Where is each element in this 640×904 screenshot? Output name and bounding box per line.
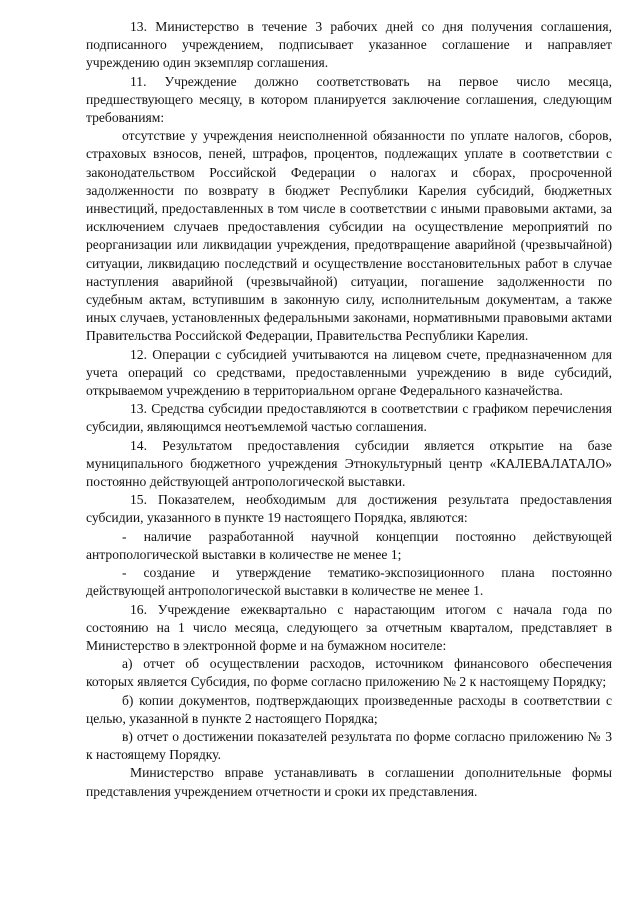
paragraph-11-requirements: 11. Учреждение должно соответствовать на первое число месяца, предшествующего месяцу, в котором планируется заключение соглашения, следующим требованиям: (86, 73, 612, 126)
list-item-plan: - создание и утверждение тематико-экспозиционного плана постоянно действующей антропологической выставки в количестве не менее 1. (86, 565, 612, 599)
paragraph-15-indicator: 15. Показателем, необходимым для достижения результата предоставления субсидии, указанного в пункте 19 настоящего Порядка, являются: (86, 492, 612, 526)
paragraph-13-schedule: 13. Средства субсидии предоставляются в соответствии с графиком перечисления субсидии, являющимся неотъемлемой частью соглашения. (86, 401, 612, 435)
paragraph-14-result: 14. Результатом предоставления субсидии является открытие на базе муниципального бюджетного учреждения Этнокультурный центр «КАЛЕВАЛАТАЛО» постоянно действующей антропологической выставки. (86, 437, 612, 490)
paragraph-additional-forms: Министерство вправе устанавливать в соглашении дополнительные формы представления учреждением отчетности и сроки их представления. (86, 765, 612, 799)
list-item-c: в) отчет о достижении показателей результата по форме согласно приложению № 3 к настоящему Порядку. (86, 728, 612, 763)
list-item-a: а) отчет об осуществлении расходов, источником финансового обеспечения которых является Субсидия, по форме согласно приложению № 2 к настоящему Порядку; (86, 656, 612, 690)
paragraph-12-operations: 12. Операции с субсидией учитываются на лицевом счете, предназначенном для учета операций со средствами, предоставленными учреждению в виде субсидий, открываемом учреждению в территориальном органе Федерального казначейства. (86, 346, 612, 399)
paragraph-16-reporting: 16. Учреждение ежеквартально с нарастающим итогом с начала года по состоянию на 1 число месяца, следующего за отчетным кварталом, представляет в Министерство в электронной форме и на бумажном носителе: (86, 601, 612, 653)
paragraph-13-ministry: 13. Министерство в течение 3 рабочих дней со дня получения соглашения, подписанного учреждением, подписывает указанное соглашение и направляет учреждению один экземпляр соглашения. (86, 19, 612, 71)
list-item-b: б) копии документов, подтверждающих произведенные расходы в соответствии с целью, указанной в пункте 2 настоящего Порядка; (86, 692, 612, 726)
paragraph-no-debt: отсутствие у учреждения неисполненной обязанности по уплате налогов, сборов, страховых взносов, пеней, штрафов, процентов, подлежащих уплате в соответствии с законодательством Российской Федерации о налогах и сборах, просроченной задолженности по возврату в бюджет Республики Карелия субсидий, бюджетных инвестиций, предоставленных в том числе в соответствии с иными правовыми актами, за исключением случаев предоставления субсидии на осуществление мероприятий по реорганизации или ликвидации учреждения, предотвращение аварийной (чрезвычайной) ситуации, ликвидацию последствий и осуществление восстановительных работ в случае наступления аварийной (чрезвычайной) ситуации, погашение задолженности по судебным актам, вступившим в законную силу, исполнительным документам, а также иных случаев, установленных федеральными законами, нормативными правовыми актами Правительства Российской Федерации, Правительства Республики Карелия. (86, 128, 612, 344)
list-item-concept: - наличие разработанной научной концепции постоянно действующей антропологической выставки в количестве не менее 1; (86, 528, 612, 562)
